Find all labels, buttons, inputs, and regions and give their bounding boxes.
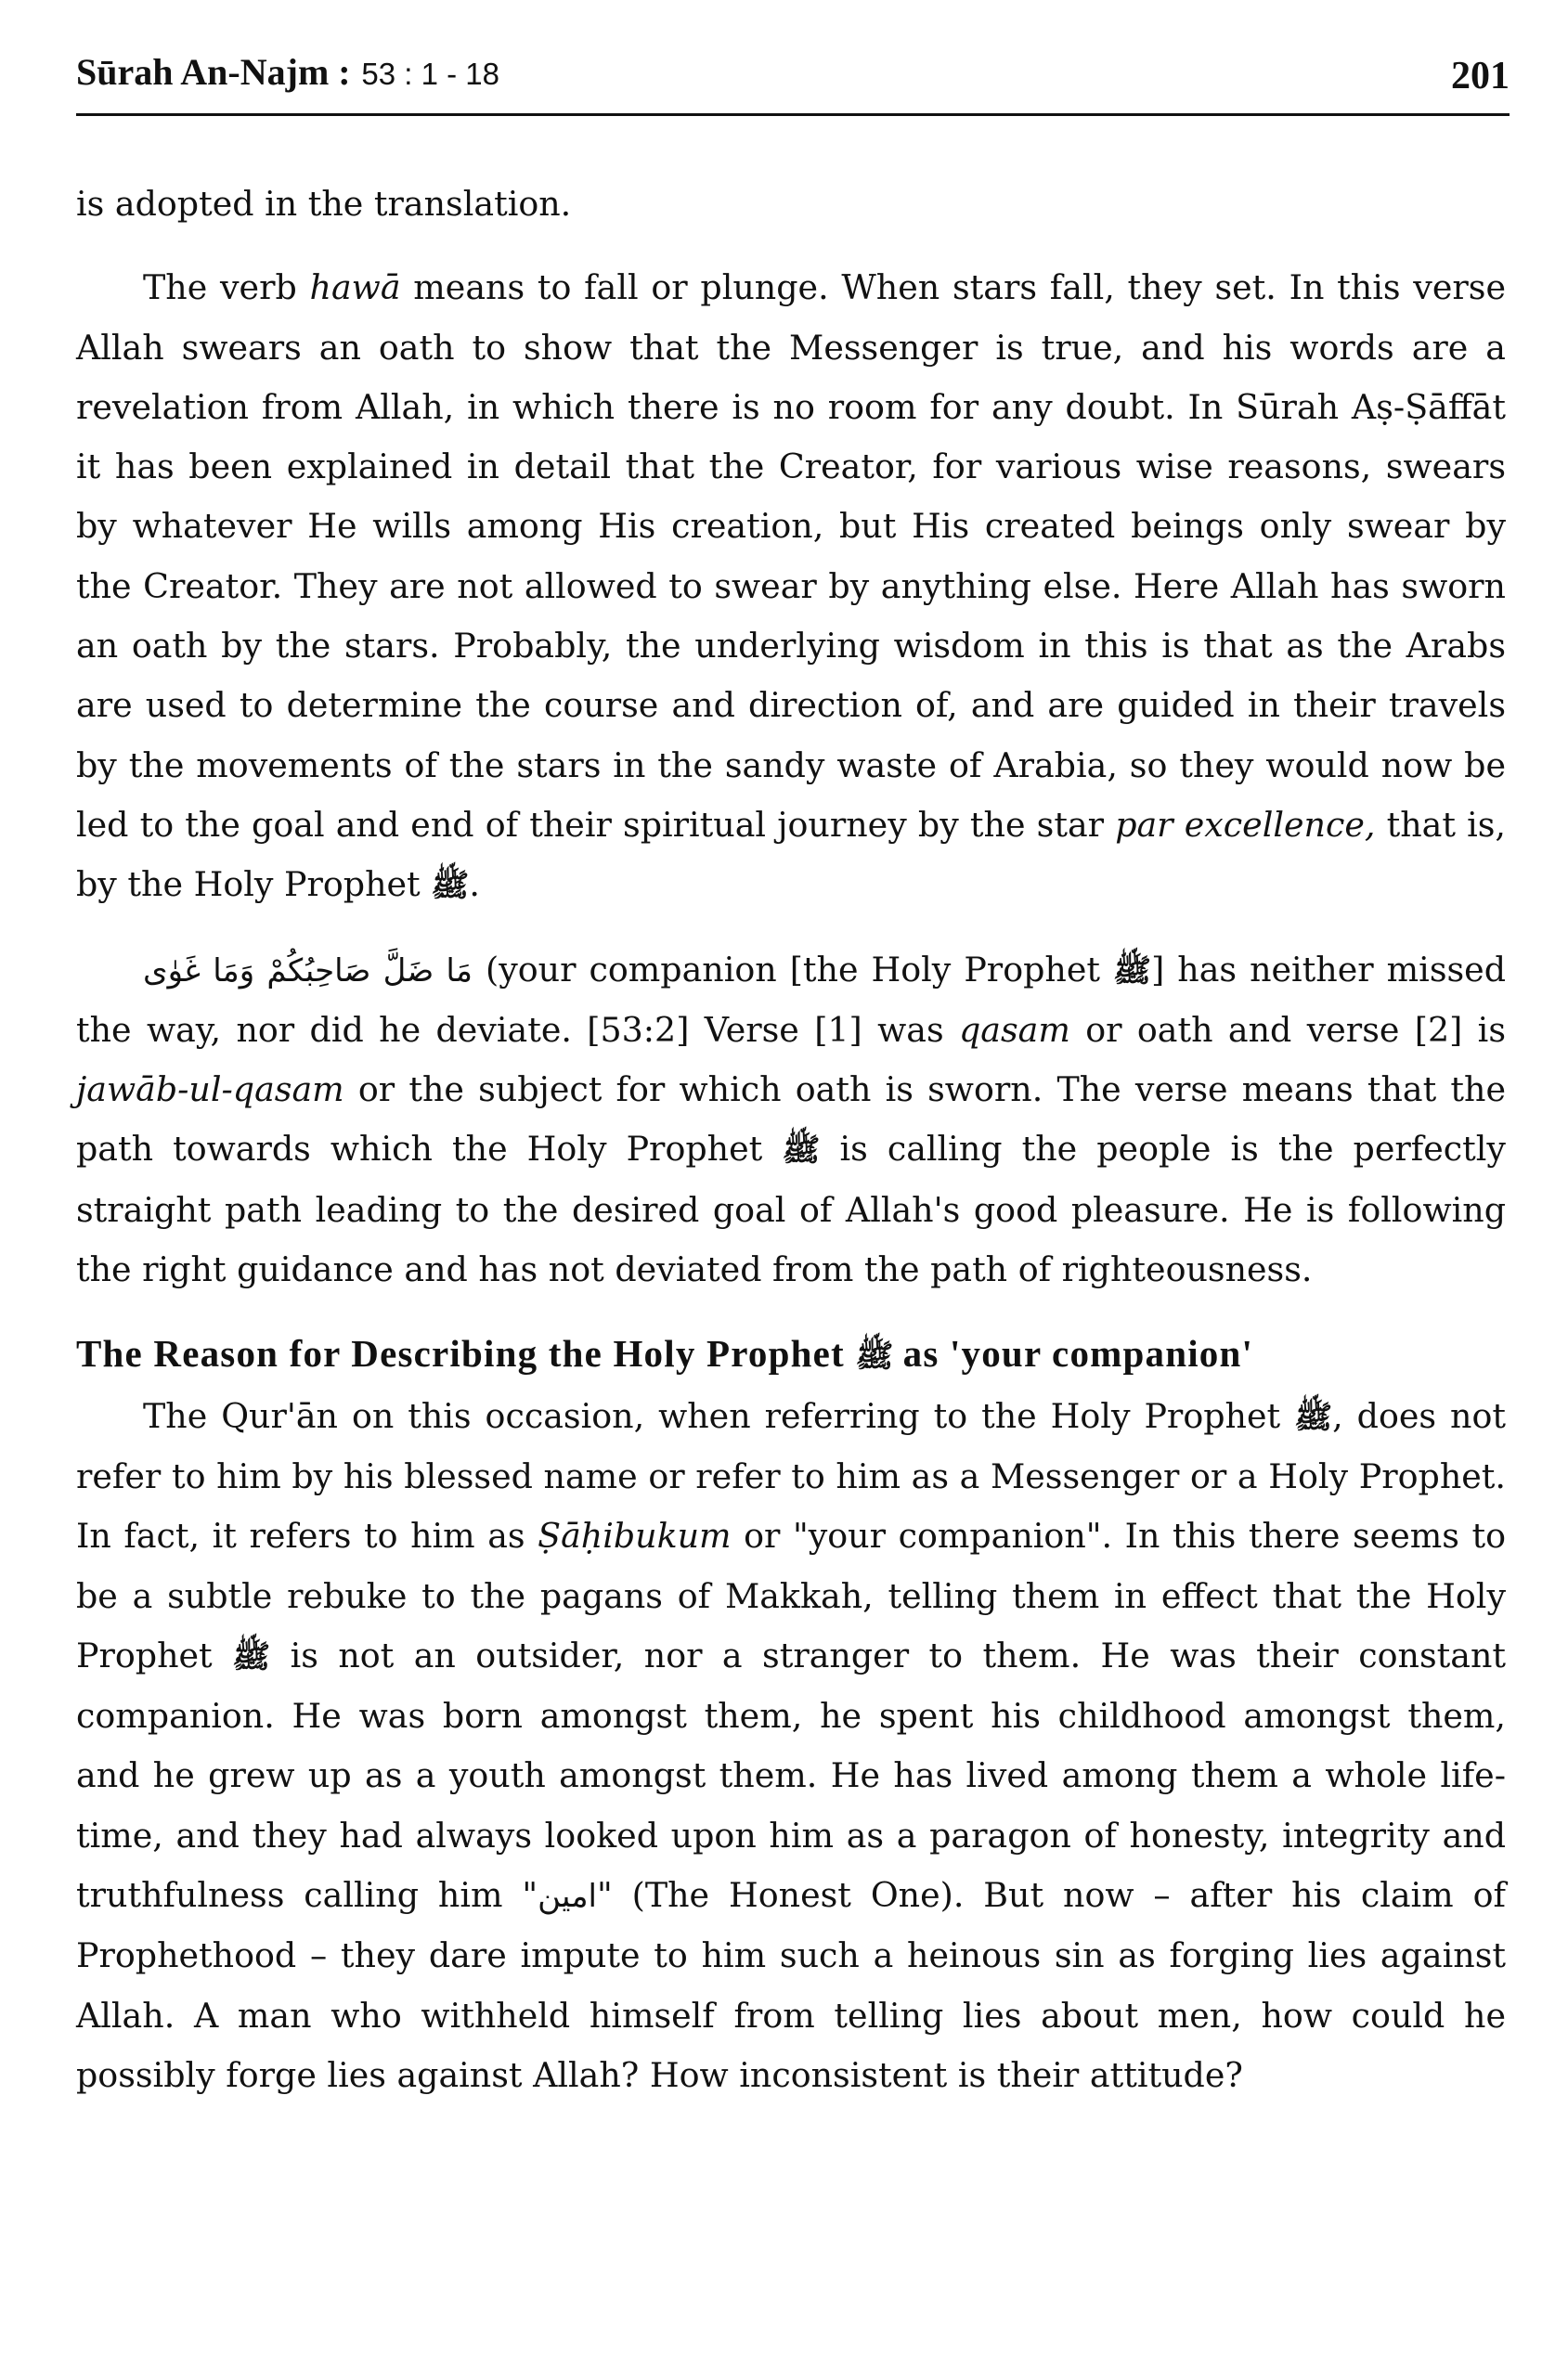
text-run: means to fall or plunge. When stars fall, they set. In this verse Allah swears an oath to show that the Messenger is true, and his words are a revelation from Allah, in which there is no room for any doubt. In Sūrah Aṣ-Ṣāffāt it has been explained in detail that the Creator, for various wise reasons, swears by whatever He wills among His creation, but His created beings only swear by the Creator. They are not allowed to swear by anything else. Here Allah has sworn an oath by the stars. Probably, the underlying wisdom in this is that as the Arabs are used to determine the course and direction of, and are guided in their travels by the movements of the stars in the sandy waste of Arabia, so they would now be led to the goal and end of their spiritual journey by the star <box>76 267 1506 845</box>
text-run: The verb <box>143 267 310 308</box>
text-run: , does not refer to him by his blessed name or refer to him as a Messenger or a Holy Prophet. In fact, it refers to him as <box>76 1395 1506 1557</box>
running-head <box>76 50 499 94</box>
paragraph-your-companion <box>76 1387 1506 2106</box>
paragraph-continued <box>76 175 1506 234</box>
term-par-excellence: par excellence, <box>1115 804 1376 845</box>
text-run: ] has neither missed the way, nor did he deviate. [53:2] Verse [1] was <box>76 949 1507 1050</box>
book-page <box>76 35 1510 2095</box>
verse-reference: 53 : 1 - 18 <box>361 57 499 91</box>
arabic-verse: مَا ضَلَّ صَاحِبُكُمْ وَمَا غَوٰى <box>143 951 473 990</box>
heading-text: The Reason for Describing the Holy Prophet <box>76 1332 856 1376</box>
paragraph-text: is adopted in the translation. <box>76 184 572 224</box>
text-run: or oath and verse [2] is <box>1069 1009 1506 1050</box>
text-run: or the subject for which oath is sworn. The verse means that the path towards which the Holy Prophet <box>76 1069 1506 1170</box>
paragraph-verse-2 <box>76 940 1506 1300</box>
term-qasam: qasam <box>959 1009 1070 1050</box>
page-number: 201 <box>1451 55 1510 97</box>
page-body <box>76 175 1506 2105</box>
text-run: or "your companion". In this there seems to be a subtle rebuke to the pagans of Makkah, telling them in effect that the Holy Prophet <box>76 1516 1506 1675</box>
heading-text: as 'your companion' <box>893 1332 1254 1376</box>
honorific-symbol: ﷺ <box>232 1637 271 1675</box>
text-run: . <box>469 864 480 905</box>
text-run: (your companion [the Holy Prophet <box>473 949 1113 990</box>
honorific-symbol: ﷺ <box>431 867 470 905</box>
arabic-amin: امين <box>538 1878 597 1916</box>
honorific-symbol: ﷺ <box>1113 951 1152 990</box>
term-hawa: hawā <box>309 267 401 308</box>
text-run: is calling the people is the perfectly straight path leading to the desired goal of Allah's good pleasure. He is following the right guidance and has not deviated from the path of righteousness. <box>76 1129 1506 1290</box>
surah-title: Sūrah An-Najm : <box>76 51 351 93</box>
term-jawab-ul-qasam: jawāb-ul-qasam <box>76 1069 344 1110</box>
paragraph-hawa <box>76 258 1506 915</box>
text-run: The Qur'ān on this occasion, when referring to the Holy Prophet <box>143 1395 1295 1436</box>
honorific-symbol: ﷺ <box>782 1132 821 1170</box>
section-heading <box>76 1324 1506 1386</box>
header-divider <box>76 113 1510 116</box>
text-run: is not an outsider, nor a stranger to them. He was their constant companion. He was born amongst them, he spent his childhood amongst them, and he grew up as a youth amongst them. He has lived among them a whole life-time, and they had always looked upon him as a paragon of honesty, integrity and truthfulness calling him " <box>76 1635 1507 1916</box>
honorific-symbol: ﷺ <box>1294 1398 1333 1436</box>
text-run: that is, by the Holy Prophet <box>76 804 1506 905</box>
page-header <box>76 35 1510 108</box>
text-run: " (The Honest One). But now – after his claim of Prophethood – they dare impute to him such a heinous sin as forging lies against Allah. A man who withheld himself from telling lies about men, how could he possibly forge lies against Allah? How inconsistent is their attitude? <box>76 1875 1506 2095</box>
term-sahibukum: Ṣāḥibukum <box>538 1516 732 1557</box>
honorific-symbol: ﷺ <box>855 1338 894 1376</box>
